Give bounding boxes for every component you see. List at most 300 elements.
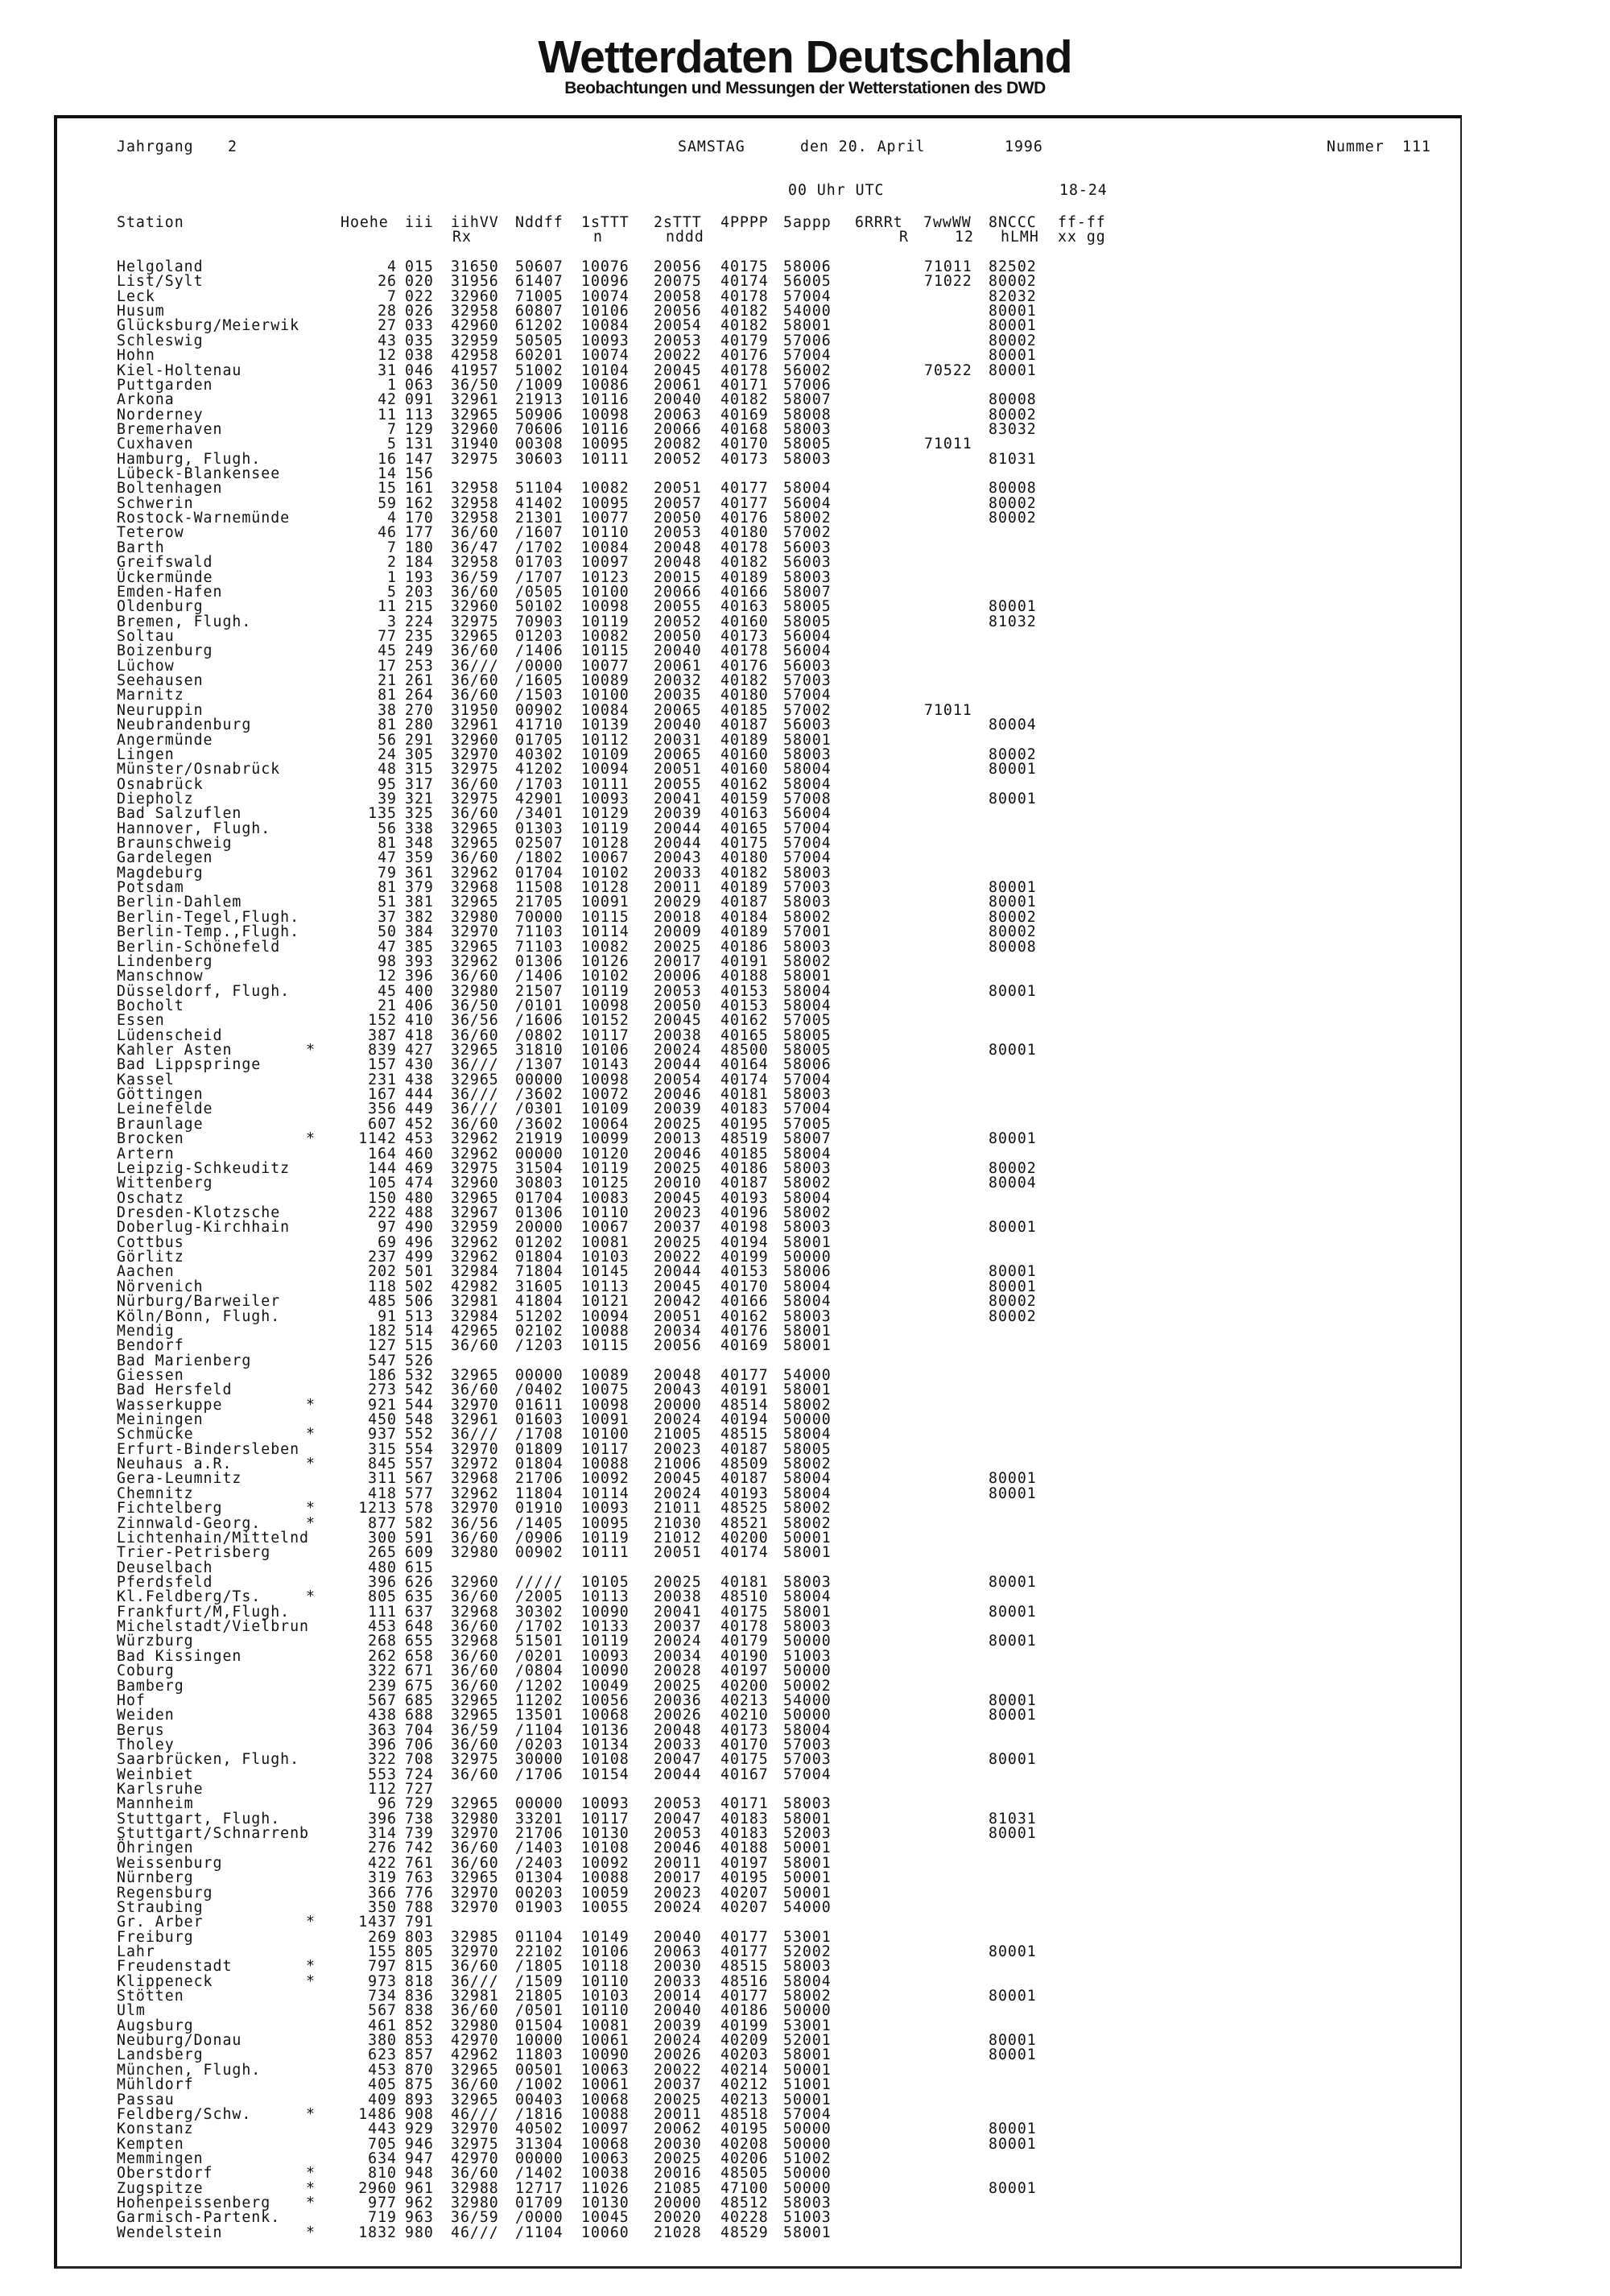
- cell: 20056: [654, 303, 702, 320]
- cell: 58003: [783, 1795, 832, 1813]
- cell: 269: [368, 1928, 397, 1946]
- cell: [306, 925, 316, 939]
- cell: 51: [378, 894, 397, 911]
- cell: 58002: [783, 952, 832, 970]
- cell: 40171: [720, 376, 769, 394]
- cell: /////: [515, 1573, 564, 1591]
- cell: 20044: [654, 1263, 702, 1281]
- cell: Freudenstadt: [117, 1958, 233, 1976]
- cell: 21030: [654, 1514, 702, 1532]
- cell: 01804: [515, 1249, 564, 1266]
- cell: 80008: [989, 480, 1037, 498]
- cell: 41710: [515, 716, 564, 734]
- cell: 40180: [720, 687, 769, 704]
- cell: 10123: [581, 568, 630, 586]
- cell: 532: [405, 1366, 434, 1384]
- cell: 13501: [515, 1707, 564, 1724]
- cell: Braunschweig: [117, 835, 233, 853]
- cell: 00501: [515, 2061, 564, 2079]
- cell: 40191: [720, 1381, 769, 1399]
- cell: 461: [368, 2017, 397, 2034]
- cell: [924, 349, 972, 363]
- cell: 32980: [451, 2017, 499, 2034]
- cell: 58003: [783, 1219, 832, 1237]
- cell: 305: [405, 745, 434, 763]
- cell: 10121: [581, 1293, 630, 1311]
- cell: 58001: [783, 317, 832, 335]
- cell: 150: [368, 1189, 397, 1207]
- cell: 36/60: [451, 1337, 499, 1355]
- cell: 438: [405, 1071, 434, 1088]
- cell: 40182: [720, 303, 769, 320]
- cell: 046: [405, 361, 434, 379]
- cell: 480: [368, 1559, 397, 1576]
- cell: 363: [368, 1721, 397, 1739]
- cell: [855, 600, 865, 614]
- cell: 265: [368, 1544, 397, 1562]
- cell: 32965: [451, 820, 499, 837]
- cell: 24: [378, 745, 397, 763]
- cell: 32962: [451, 952, 499, 970]
- cell: Hof: [117, 1691, 146, 1709]
- cell: [924, 1058, 972, 1072]
- cell: 40162: [720, 775, 769, 793]
- cell: 962: [405, 2195, 434, 2212]
- cell: 706: [405, 1736, 434, 1753]
- cell: 10094: [581, 1307, 630, 1325]
- cell: Braunlage: [117, 1115, 204, 1133]
- cell: 81: [378, 716, 397, 734]
- cell: 20024: [654, 1633, 702, 1650]
- cell: 40170: [720, 1278, 769, 1295]
- cell: Feldberg/Schw.: [117, 2105, 252, 2123]
- cell: Stötten: [117, 1988, 184, 2005]
- cell: 10081: [581, 2017, 630, 2034]
- cell: 36///: [451, 1972, 499, 1990]
- cell: List/Sylt: [117, 273, 204, 291]
- cell: 035: [405, 332, 434, 349]
- cell: 36/60: [451, 1765, 499, 1783]
- page-subtitle: Beobachtungen und Messungen der Wetterstationen des DWD: [564, 79, 1046, 97]
- cell: 32980: [451, 2195, 499, 2212]
- cell: 58004: [783, 761, 832, 778]
- cell: 361: [405, 864, 434, 882]
- cell: 58004: [783, 480, 832, 498]
- cell: 32960: [451, 598, 499, 616]
- cell: 5: [387, 583, 397, 601]
- cell: [924, 1753, 972, 1767]
- col-iii: iii: [405, 214, 434, 231]
- cell: 32981: [451, 1293, 499, 1311]
- cell: [855, 718, 865, 733]
- cell: 152: [368, 1012, 397, 1030]
- cell: 5: [387, 436, 397, 453]
- cell: 57004: [783, 835, 832, 853]
- cell: 10068: [581, 2091, 630, 2108]
- cell: [924, 555, 972, 570]
- cell: 01203: [515, 627, 564, 645]
- cell: 41957: [451, 361, 499, 379]
- cell: 10149: [581, 1928, 630, 1946]
- cell: Passau: [117, 2091, 175, 2108]
- cell: 40181: [720, 1086, 769, 1104]
- cell: 80001: [989, 761, 1037, 778]
- cell: 161: [405, 480, 434, 498]
- cell: 40187: [720, 1440, 769, 1458]
- cell: 80001: [989, 1485, 1037, 1502]
- cell: 11803: [515, 2046, 564, 2064]
- cell: Kiel-Holtenau: [117, 361, 242, 379]
- cell: 00000: [515, 1795, 564, 1813]
- cell: 203: [405, 583, 434, 601]
- cell: 20036: [654, 1691, 702, 1709]
- cell: 135: [368, 805, 397, 823]
- cell: 58002: [783, 1514, 832, 1532]
- cell: 32975: [451, 790, 499, 807]
- cell: 742: [405, 1840, 434, 1857]
- cell: Freiburg: [117, 1928, 194, 1946]
- cell: 50906: [515, 406, 564, 423]
- cell: 131: [405, 436, 434, 453]
- cell: 729: [405, 1795, 434, 1813]
- cell: 10090: [581, 1662, 630, 1680]
- cell: 239: [368, 1677, 397, 1695]
- cell: 11508: [515, 879, 564, 897]
- cell: 10098: [581, 1396, 630, 1414]
- cell: 405: [368, 2076, 397, 2094]
- cell: 20051: [654, 1307, 702, 1325]
- cell: 58001: [783, 1381, 832, 1399]
- cell: 40177: [720, 1928, 769, 1946]
- cell: 40187: [720, 894, 769, 911]
- cell: 30302: [515, 1603, 564, 1621]
- cell: 469: [405, 1159, 434, 1177]
- cell: 40180: [720, 524, 769, 542]
- cell: [451, 1915, 499, 1930]
- cell: 10115: [581, 908, 630, 926]
- cell: 40153: [720, 1263, 769, 1281]
- cell: [306, 1176, 316, 1191]
- cell: 81031: [989, 1810, 1037, 1827]
- cell: 20028: [654, 1662, 702, 1680]
- cell: Nörvenich: [117, 1278, 204, 1295]
- cell: 58007: [783, 391, 832, 409]
- cell: [989, 807, 1037, 821]
- cell: 58004: [783, 1278, 832, 1295]
- cell: 20056: [654, 1337, 702, 1355]
- cell: 32968: [451, 879, 499, 897]
- column-1sttt: [581, 260, 630, 2240]
- cell: 20055: [654, 775, 702, 793]
- cell: 948: [405, 2165, 434, 2182]
- cell: 36/59: [451, 568, 499, 586]
- cell: 32984: [451, 1263, 499, 1281]
- cell: 20040: [654, 1928, 702, 1946]
- cell: 853: [405, 2032, 434, 2050]
- cell: 21919: [515, 1130, 564, 1148]
- cell: 81: [378, 835, 397, 853]
- cell: 32961: [451, 1411, 499, 1429]
- cell: [989, 1590, 1037, 1604]
- cell: 21012: [654, 1529, 702, 1546]
- cell: [924, 1383, 972, 1398]
- cell: 40199: [720, 1249, 769, 1266]
- cell: 803: [405, 1928, 434, 1946]
- cell: 10049: [581, 1677, 630, 1695]
- cell: 20025: [654, 2091, 702, 2108]
- cell: 637: [405, 1603, 434, 1621]
- cell: 10103: [581, 1249, 630, 1266]
- cell: 10108: [581, 1840, 630, 1857]
- issue-year: 1996: [1005, 138, 1043, 155]
- cell: 607: [368, 1115, 397, 1133]
- cell: 385: [405, 938, 434, 956]
- cell: Hohenpeissenberg: [117, 2195, 271, 2212]
- cell: 57004: [783, 849, 832, 867]
- cell: 32981: [451, 1988, 499, 2005]
- cell: 58003: [783, 1958, 832, 1976]
- cell: 1437: [358, 1914, 397, 1931]
- cell: 20041: [654, 1603, 702, 1621]
- cell: 10084: [581, 539, 630, 556]
- cell: 20045: [654, 361, 702, 379]
- cell: 10094: [581, 761, 630, 778]
- cell: 480: [405, 1189, 434, 1207]
- cell: 10102: [581, 968, 630, 985]
- cell: Memmingen: [117, 2150, 204, 2167]
- cell: 10059: [581, 1884, 630, 1902]
- cell: Nürnberg: [117, 1869, 194, 1887]
- cell: 400: [405, 982, 434, 1000]
- cell: 10111: [581, 775, 630, 793]
- cell: 20011: [654, 1854, 702, 1872]
- cell: Manschnow: [117, 968, 204, 985]
- cell: 17: [378, 657, 397, 675]
- cell: 20048: [654, 1366, 702, 1384]
- cell: Seehausen: [117, 672, 204, 690]
- cell: [924, 1427, 972, 1442]
- cell: 32960: [451, 287, 499, 305]
- cell: 40165: [720, 820, 769, 837]
- cell: 77: [378, 627, 397, 645]
- cell: Bamberg: [117, 1677, 184, 1695]
- cell: 81031: [989, 450, 1037, 468]
- cell: 36///: [451, 1056, 499, 1074]
- cell: Bendorf: [117, 1337, 184, 1355]
- cell: 48521: [720, 1514, 769, 1532]
- cell: Fichtelberg: [117, 1500, 223, 1518]
- cell: 20062: [654, 2120, 702, 2138]
- cell: Lingen: [117, 745, 175, 763]
- cell: 80008: [989, 938, 1037, 956]
- cell: 40178: [720, 1618, 769, 1636]
- cell: 36/56: [451, 1012, 499, 1030]
- cell: [306, 1383, 316, 1398]
- cell: 50: [378, 923, 397, 941]
- cell: 40200: [720, 1529, 769, 1546]
- cell: [855, 2226, 865, 2240]
- cell: 1832: [358, 2224, 397, 2241]
- cell: Magdeburg: [117, 864, 204, 882]
- col-r: R: [899, 229, 909, 246]
- cell: 36/47: [451, 539, 499, 556]
- cell: 40166: [720, 583, 769, 601]
- cell: 393: [405, 952, 434, 970]
- cell: Ulm: [117, 2002, 146, 2020]
- cell: 022: [405, 287, 434, 305]
- cell: 10118: [581, 1958, 630, 1976]
- cell: Norderney: [117, 406, 204, 423]
- cell: 48512: [720, 2195, 769, 2212]
- cell: [989, 969, 1037, 984]
- cell: Schwerin: [117, 494, 194, 512]
- col-nddd: nddd: [666, 229, 704, 246]
- cell: 20040: [654, 642, 702, 660]
- cell: 10093: [581, 1647, 630, 1665]
- cell: 32965: [451, 1189, 499, 1207]
- cell: [924, 1339, 972, 1353]
- cell: 58002: [783, 908, 832, 926]
- cell: [306, 275, 316, 289]
- cell: 32970: [451, 1396, 499, 1414]
- cell: Kempten: [117, 2135, 184, 2153]
- cell: 20025: [654, 1233, 702, 1251]
- cell: 10060: [581, 2224, 630, 2241]
- cell: [989, 1427, 1037, 1442]
- cell: 577: [405, 1485, 434, 1502]
- cell: 20065: [654, 745, 702, 763]
- cell: 36/60: [451, 968, 499, 985]
- cell: Zinnwald-Georg.: [117, 1514, 262, 1532]
- cell: 32959: [451, 1219, 499, 1237]
- cell: [989, 1014, 1037, 1028]
- cell: 21706: [515, 1825, 564, 1843]
- cell: 20011: [654, 2105, 702, 2123]
- cell: *: [306, 1396, 316, 1414]
- cell: 818: [405, 1972, 434, 1990]
- col-hlmh: hLMH: [1001, 229, 1039, 246]
- cell: 10067: [581, 849, 630, 867]
- cell: 40188: [720, 1840, 769, 1857]
- cell: 51202: [515, 1307, 564, 1325]
- cell: 231: [368, 1071, 397, 1088]
- cell: 20045: [654, 1278, 702, 1295]
- cell: 10125: [581, 1175, 630, 1192]
- cell: Rostock-Warnemünde: [117, 510, 291, 527]
- cell: 980: [405, 2224, 434, 2241]
- cell: 20013: [654, 1130, 702, 1148]
- cell: [855, 1295, 865, 1309]
- cell: 40189: [720, 568, 769, 586]
- cell: 10114: [581, 1485, 630, 1502]
- cell: 80001: [989, 2135, 1037, 2153]
- cell: 40187: [720, 1175, 769, 1192]
- cell: 27: [378, 317, 397, 335]
- cell: 80001: [989, 982, 1037, 1000]
- cell: 10100: [581, 583, 630, 601]
- cell: [306, 2004, 316, 2018]
- cell: 40178: [720, 642, 769, 660]
- cell: 57004: [783, 820, 832, 837]
- cell: 177: [405, 524, 434, 542]
- cell: 40502: [515, 2120, 564, 2138]
- cell: 20033: [654, 864, 702, 882]
- cell: 10116: [581, 391, 630, 409]
- cell: 58002: [783, 1456, 832, 1473]
- cell: 40193: [720, 1189, 769, 1207]
- cell: 01910: [515, 1500, 564, 1518]
- cell: 734: [368, 1988, 397, 2005]
- cell: /1702: [515, 539, 564, 556]
- cell: [654, 1915, 702, 1930]
- cell: 10103: [581, 1988, 630, 2005]
- cell: 40160: [720, 745, 769, 763]
- cell: 10092: [581, 1470, 630, 1488]
- cell: 20044: [654, 835, 702, 853]
- col-4pppp: 4PPPP: [720, 214, 769, 231]
- cell: [306, 969, 316, 984]
- cell: 10098: [581, 598, 630, 616]
- cell: 20025: [654, 1115, 702, 1133]
- cell: 10119: [581, 820, 630, 837]
- cell: Bremerhaven: [117, 420, 223, 438]
- cell: 438: [368, 1707, 397, 1724]
- cell: /0402: [515, 1381, 564, 1399]
- cell: Weissenburg: [117, 1854, 223, 1872]
- cell: 10100: [581, 1426, 630, 1443]
- cell: [855, 807, 865, 821]
- cell: 58003: [783, 568, 832, 586]
- cell: 56004: [783, 642, 832, 660]
- cell: 020: [405, 273, 434, 291]
- cell: 58004: [783, 1189, 832, 1207]
- cell: 10113: [581, 1588, 630, 1606]
- cell: 80001: [989, 1707, 1037, 1724]
- cell: [306, 1664, 316, 1679]
- cell: 10109: [581, 1101, 630, 1118]
- cell: Helgoland: [117, 258, 204, 275]
- cell: 20016: [654, 2165, 702, 2182]
- cell: 71103: [515, 938, 564, 956]
- cell: /1406: [515, 968, 564, 985]
- cell: 80002: [989, 745, 1037, 763]
- cell: 46///: [451, 2224, 499, 2241]
- cell: 430: [405, 1056, 434, 1074]
- cell: 01603: [515, 1411, 564, 1429]
- cell: 10112: [581, 731, 630, 749]
- cell: *: [306, 1500, 316, 1518]
- cell: 42982: [451, 1278, 499, 1295]
- cell: 514: [405, 1322, 434, 1340]
- cell: 10097: [581, 2120, 630, 2138]
- cell: 98: [378, 952, 397, 970]
- cell: 40176: [720, 347, 769, 365]
- cell: Barth: [117, 539, 165, 556]
- cell: 58001: [783, 968, 832, 985]
- cell: 56003: [783, 554, 832, 572]
- cell: 40183: [720, 1825, 769, 1843]
- cell: 10099: [581, 1130, 630, 1148]
- cell: 761: [405, 1854, 434, 1872]
- cell: 40163: [720, 805, 769, 823]
- cell: 815: [405, 1958, 434, 1976]
- cell: 10130: [581, 2195, 630, 2212]
- cell: Chemnitz: [117, 1485, 194, 1502]
- cell: 20033: [654, 1972, 702, 1990]
- cell: 40213: [720, 1691, 769, 1709]
- cell: 10110: [581, 2002, 630, 2020]
- col-8nccc: 8NCCC: [989, 214, 1037, 231]
